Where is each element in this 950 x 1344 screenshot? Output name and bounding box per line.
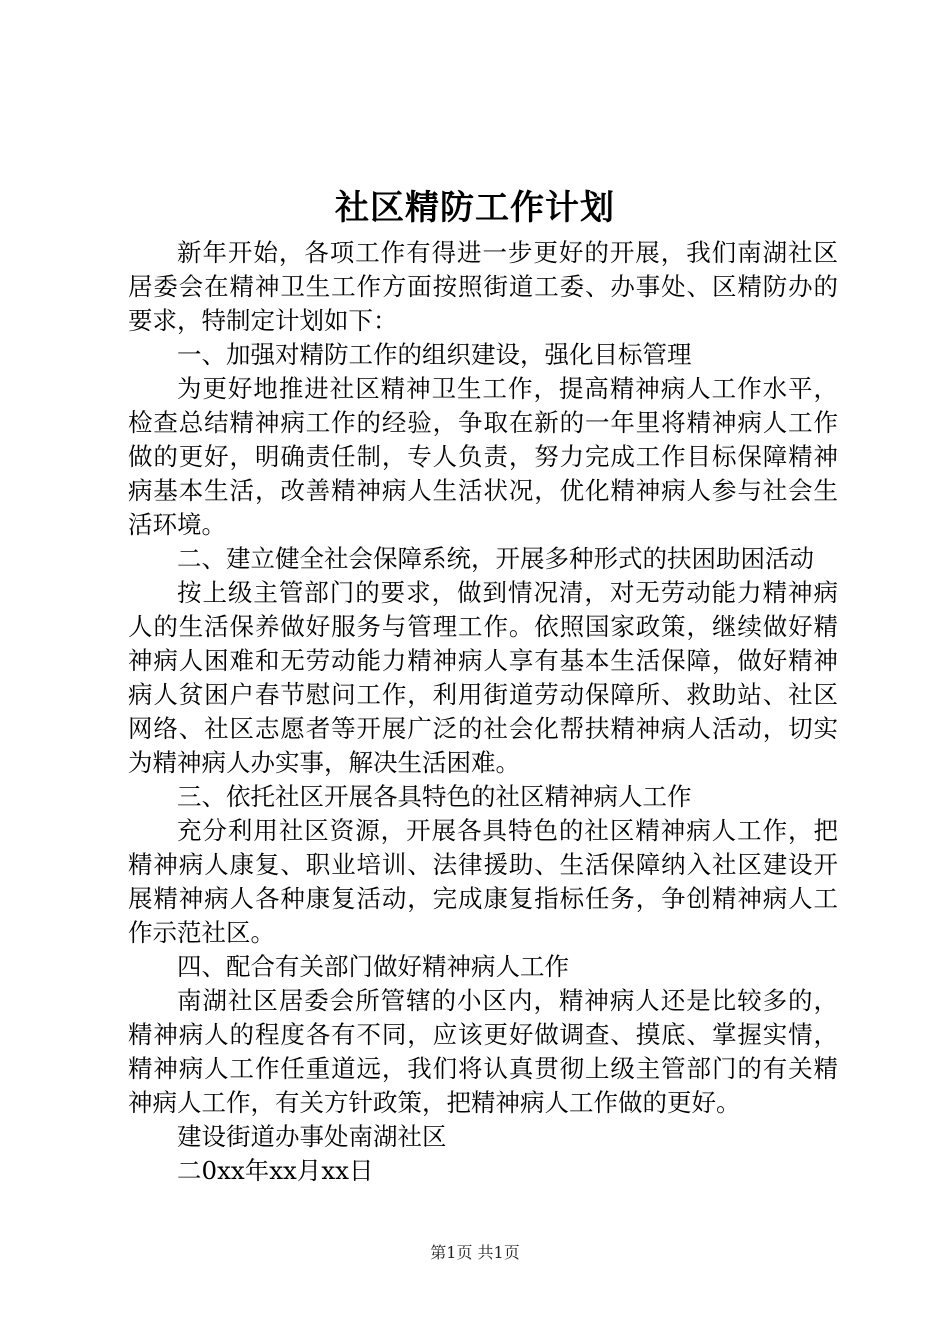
section-heading-3: 三、依托社区开展各具特色的社区精神病人工作: [177, 782, 692, 811]
section-body-2: 按上级主管部门的要求，做到情况清，对无劳动能力精神病人的生活保养做好服务与管理工作。依照国家政策，继续做好精神病人困难和无劳动能力精神病人享有基本生活保障，做好精神病人贫困户春节慰问工作，利用街道劳动保障所、救助站、社区网络、社区志愿者等开展广泛的社会化帮扶精神病人活动，切实为精神病人办实事，解决生活困难。: [128, 578, 838, 777]
section-body-1: 为更好地推进社区精神卫生工作，提高精神病人工作水平，检查总结精神病工作的经验，争取在新的一年里将精神病人工作做的更好，明确责任制，专人负责，努力完成工作目标保障精神病基本生活，改善精神病人生活状况，优化精神病人参与社会生活环境。: [128, 374, 838, 539]
section-body-3: 充分利用社区资源，开展各具特色的社区精神病人工作，把精神病人康复、职业培训、法律援助、生活保障纳入社区建设开展精神病人各种康复活动，完成康复指标任务，争创精神病人工作示范社区。: [128, 816, 838, 947]
signature-date: 二0xx年xx月xx日: [177, 1156, 374, 1185]
document-body: [128, 236, 838, 1188]
signature-organization: 建设街道办事处南湖社区: [177, 1122, 447, 1151]
page-footer: 第1页 共1页: [430, 1243, 520, 1262]
section-heading-4: 四、配合有关部门做好精神病人工作: [177, 952, 569, 981]
intro-paragraph: 新年开始，各项工作有得进一步更好的开展，我们南湖社区居委会在精神卫生工作方面按照街道工委、办事处、区精防办的要求，特制定计划如下：: [128, 238, 838, 335]
document-title: 社区精防工作计划: [335, 188, 615, 228]
section-heading-1: 一、加强对精防工作的组织建设，强化目标管理: [177, 340, 692, 369]
section-body-4: 南湖社区居委会所管辖的小区内，精神病人还是比较多的，精神病人的程度各有不同，应该更好做调查、摸底、掌握实情，精神病人工作任重道远，我们将认真贯彻上级主管部门的有关精神病人工作，有关方针政策，把精神病人工作做的更好。: [128, 986, 838, 1117]
section-heading-2: 二、建立健全社会保障系统，开展多种形式的扶困助困活动: [177, 544, 814, 573]
